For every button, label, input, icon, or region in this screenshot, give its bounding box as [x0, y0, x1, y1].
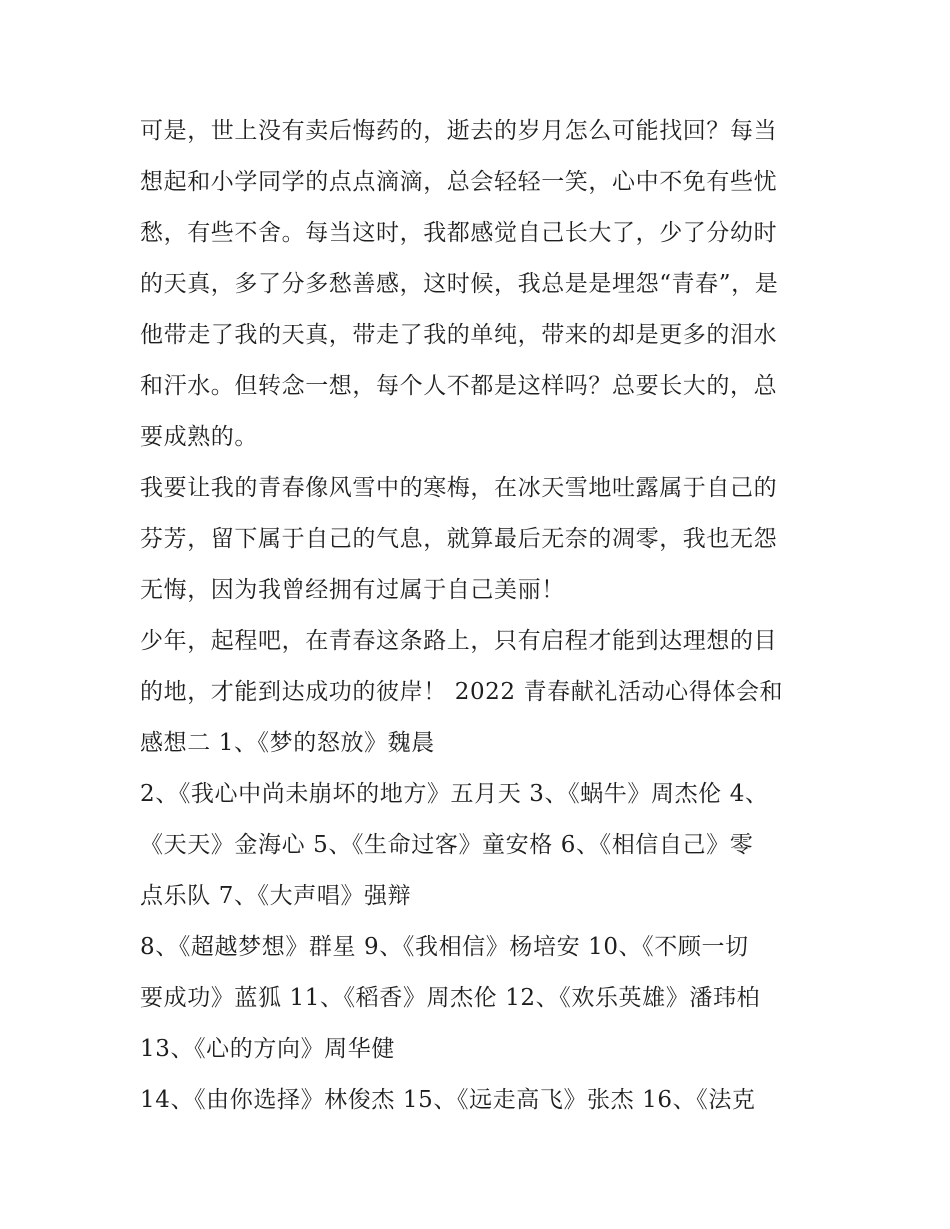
- text-line: 13、《心的方向》周华健: [140, 1036, 395, 1062]
- text-line: 8、《超越梦想》群星 9、《我相信》杨培安 10、《不顾一切: [140, 934, 749, 960]
- text-line: 2、《我心中尚未崩坏的地方》五月天 3、《蜗牛》周杰伦 4、: [140, 781, 769, 807]
- text-line: 的天真，多了分多愁善感，这时候，我总是是埋怨“青春”，是: [140, 271, 779, 297]
- text-line: 想起和小学同学的点点滴滴，总会轻轻一笑，心中不免有些忧: [140, 169, 778, 195]
- text-line: 我要让我的青春像风雪中的寒梅，在冰天雪地吐露属于自己的: [140, 475, 778, 501]
- text-line: 点乐队 7、《大声唱》强辩: [140, 883, 412, 909]
- text-line: 无悔，因为我曾经拥有过属于自己美丽！: [140, 577, 565, 603]
- text-line: 要成功》蓝狐 11、《稻香》周杰伦 12、《欢乐英雄》潘玮柏: [140, 985, 761, 1011]
- text-line: 和汗水。但转念一想，每个人不都是这样吗？总要长大的，总: [140, 373, 778, 399]
- text-line: 少年，起程吧，在青春这条路上，只有启程才能到达理想的目: [140, 628, 778, 654]
- text-line: 14、《由你选择》林俊杰 15、《远走高飞》张杰 16、《法克: [140, 1087, 756, 1113]
- text-line: 《天天》金海心 5、《生命过客》童安格 6、《相信自己》零: [140, 832, 754, 858]
- text-line: 的地，才能到达成功的彼岸！ 2022 青春献礼活动心得体会和: [140, 679, 784, 705]
- text-line: 芬芳，留下属于自己的气息，就算最后无奈的凋零，我也无怨: [140, 526, 778, 552]
- text-line: 要成熟的。: [140, 424, 258, 450]
- text-line: 愁，有些不舍。每当这时，我都感觉自己长大了，少了分幼时: [140, 220, 778, 246]
- document-body: [140, 106, 815, 1126]
- text-line: 感想二 1、《梦的怒放》魏晨: [140, 730, 435, 756]
- text-line: 可是，世上没有卖后悔药的，逝去的岁月怎么可能找回？每当: [140, 118, 778, 144]
- text-line: 他带走了我的天真，带走了我的单纯，带来的却是更多的泪水: [140, 322, 778, 348]
